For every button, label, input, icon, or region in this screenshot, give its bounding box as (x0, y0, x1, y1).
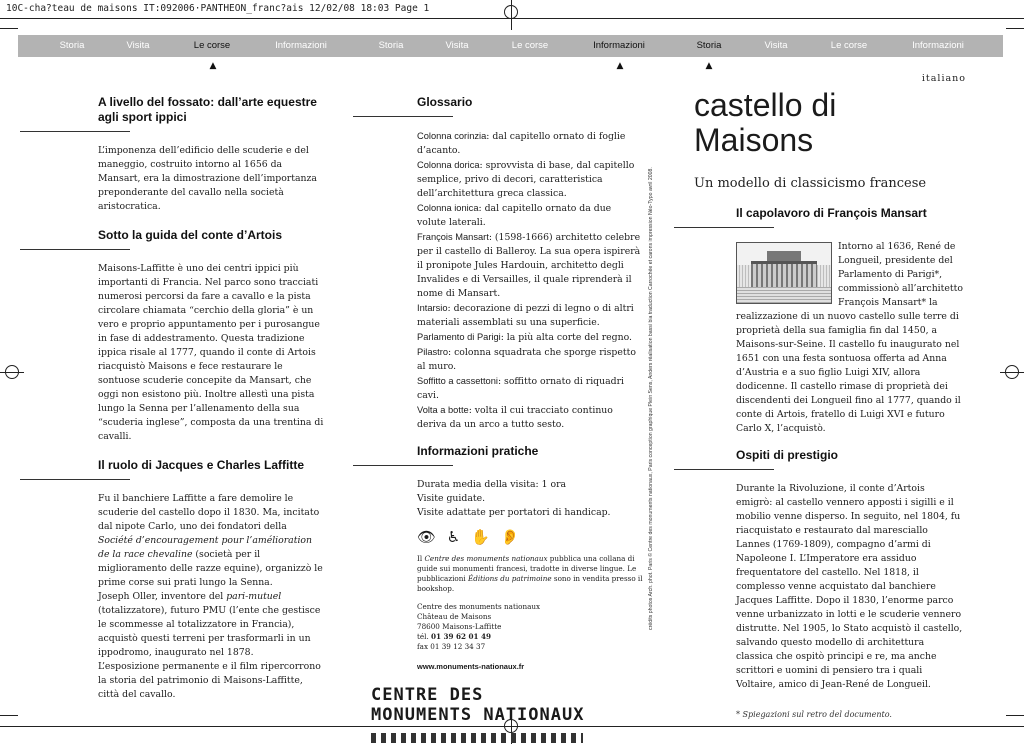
active-tab-marker: ▲ (705, 61, 713, 71)
section-heading: Il ruolo di Jacques e Charles Laffitte (98, 458, 305, 472)
address-line: Château de Maisons (417, 612, 492, 621)
phone-line: tél. 01 39 62 01 49 (417, 632, 492, 641)
page-title: castello di Maisons (694, 87, 837, 158)
castle-engraving-image (736, 242, 832, 304)
registration-mark (5, 365, 19, 379)
section-rule (20, 249, 130, 250)
section-rule (674, 469, 774, 470)
glossary-entry: Colonna ionica: dal capitello ornato da due volute laterali. (417, 203, 612, 228)
active-tab-marker: ▲ (616, 61, 624, 71)
info-line: Durata media della visita: 1 ora (417, 479, 567, 490)
website-link[interactable]: www.monuments-nationaux.fr (417, 662, 525, 671)
section-heading: Ospiti di prestigio (736, 448, 839, 462)
crop-mark (1006, 28, 1024, 29)
section-rule (353, 116, 453, 117)
info-heading: Informazioni pratiche (417, 444, 539, 458)
glossary-entry: Colonna dorica: sprovvista di base, dal capitello semplice, privo di decori, caratteristica dell’architettura greca classica. (417, 160, 635, 199)
section-rule (20, 131, 130, 132)
section-heading: Il capolavoro di François Mansart (736, 206, 927, 220)
glossary-entry: Pilastro: colonna squadrata che sporge rispetto al muro. (417, 347, 636, 372)
collection-note: Il Centre des monuments nationaux pubblica una collana di guide sui monumenti francesi, tradotte in diverse lingue. Le pubblicazioni Éditions du patrimoine sono in vendita presso il bookshop. (417, 554, 643, 593)
section-text: Fu il banchiere Laffitte a fare demolire le scuderie del castello dopo il 1830. Ma, incitato dal nipote Carlo, uno dei fondatori della Société d’encouragement pour l’amélioration de la race chevaline (società per il miglioramento delle razze equine), organizzò le prime corse sui prati lungo la Senna. (98, 493, 323, 588)
address-block (417, 602, 643, 652)
nav-item-le-corse[interactable]: Le corse (193, 40, 231, 51)
nav-bar (18, 35, 1003, 57)
nav-item-storia[interactable]: Storia (59, 40, 85, 51)
section-rule (353, 465, 453, 466)
monument-icons-strip (371, 733, 583, 743)
section-text: Intorno al 1636, René de Longueil, presidente del Parlamento di Parigi*, commissionò all’architetto François Mansart* la realizzazione di un nuovo castello sulle terre di proprietà della sua famiglia fin dal 1450, a Maisons-sur-Seine. Il castello fu inaugurato nel 1651 con una festa sontuosa offerta ad Anna d’Austria e a suo figlio Luigi XIV, allora dodicenne. Il castello rimase di proprietà dei discendenti dei Longueil fino al 1777, quando il conte di Artois, fratello di Luigi XVI e futuro Carlo X, l’acquistò. (736, 241, 963, 434)
nav-item-le-corse[interactable]: Le corse (830, 40, 868, 51)
left-column (98, 95, 324, 702)
active-tab-marker: ▲ (209, 61, 217, 71)
nav-item-storia[interactable]: Storia (378, 40, 404, 51)
registration-mark (504, 5, 518, 19)
registration-mark (1005, 365, 1019, 379)
address-line: Centre des monuments nationaux (417, 602, 541, 611)
glossary-entry: Soffitto a cassettoni: soffitto ornato di riquadri cavi. (417, 376, 625, 401)
crop-mark (1006, 715, 1024, 716)
glossary-list (417, 129, 643, 432)
glossary-heading: Glossario (417, 95, 473, 109)
print-slug: 10C-cha?teau de maisons IT:092006·PANTHEON_franc?ais 12/02/08 18:03 Page 1 (6, 3, 430, 14)
cmn-logo-line: CENTRE DES (371, 685, 484, 705)
nav-item-storia[interactable]: Storia (696, 40, 722, 51)
glossary-entry: Parlamento di Parigi: la più alta corte del regno. (417, 332, 632, 343)
glossary-entry: Volta a botte: volta il cui tracciato continuo deriva da un arco a tutto sesto. (417, 405, 613, 430)
address-line: 78600 Maisons-Laffitte (417, 622, 502, 631)
language-label: italiano (921, 73, 966, 84)
section-text: Joseph Oller, inventore del pari-mutuel (totalizzatore), futuro PMU (l’ente che gestisce le scommesse al totalizzatore in Francia), acquistò questi terreni per trasformarli in un ippodromo, inaugurato nel 1878. (98, 591, 321, 658)
section-heading: Sotto la guida del conte d’Artois (98, 228, 283, 242)
nav-item-visita[interactable]: Visita (764, 40, 788, 51)
section-rule (674, 227, 774, 228)
nav-item-le-corse[interactable]: Le corse (511, 40, 549, 51)
credits-vertical: crédits photos Arch. phot. Paris © Centre des monuments nationaux, Paris conception graphique Plein Sens, Anders réalisation bassi bia traduction Carrochée et carons impression Néo-Typo avril 2008. (648, 167, 654, 630)
glossary-entry: Intarsio: decorazione di pezzi di legno o di altri materiali assemblati su una superficie. (417, 303, 634, 328)
section-text: Maisons-Laffitte è uno dei centri ippici più importanti di Francia. Nel parco sono tracciati numerosi percorsi da fare a cavallo e la pista circolare chiamata “cerchio della gloria” è un vero e proprio appuntamento per i purosangue in fase di addestramento. Questa tradizione ippica risale al 1777, quando il conte di Artois riacquistò Maisons e fece restaurare le sontuose scuderie concepite da Mansart, che oggi non esistono più. Inoltre allestì una pista lungo la Senna per l’allenamento della sua “scuderia inglese”, composta da una trentina di cavalli. (98, 263, 324, 442)
nav-item-visita[interactable]: Visita (445, 40, 469, 51)
nav-item-informazioni[interactable]: Informazioni (912, 40, 964, 51)
cmn-logo (371, 685, 643, 725)
info-list (417, 478, 643, 520)
crop-mark (0, 28, 18, 29)
nav-item-informazioni[interactable]: Informazioni (593, 40, 645, 51)
footnote: * Spiegazioni sul retro del documento. (736, 710, 892, 719)
subtitle: Un modello di classicismo francese (694, 176, 927, 191)
right-column (694, 88, 964, 719)
nav-item-informazioni[interactable]: Informazioni (275, 40, 327, 51)
cmn-logo-line: MONUMENTS NATIONAUX (371, 705, 585, 725)
section-text: L’esposizione permanente e il film ripercorrono la storia del patrimonio di Maisons-Laffitte, città del cavallo. (98, 661, 321, 700)
section-text: Durante la Rivoluzione, il conte d’Artois emigrò: al castello vennero apposti i sigilli e il mobilio venne disperso. In seguito, nel 1804, fu riacquistato e restaurato dal maresciallo Lannes (1769-1809), compagno d’armi di Napoleone I. L’Imperatore era assiduo frequentatore del castello. Nel 1818, il complesso venne acquistato dal banchiere Jacques Laffitte. Dopo il 1830, l’enorme parco venne urbanizzato in lotti e le scuderie vennero distrutte. Nel 1905, lo Stato acquistò il castello, salvando questo modello di architettura classica che ospitò principi e re, ma anche scrittori e uomini di pensiero tra i quali Voltaire, amico di Jean-René de Longueil. (736, 483, 963, 690)
info-line: Visite adattate per portatori di handicap. (417, 507, 611, 518)
fax-line: fax 01 39 12 34 37 (417, 642, 486, 651)
section-rule (20, 479, 130, 480)
nav-item-visita[interactable]: Visita (126, 40, 150, 51)
glossary-entry: Colonna corinzia: dal capitello ornato di foglie d’acanto. (417, 131, 626, 156)
accessibility-icons: 👁 ♿ ✋ 👂 (417, 528, 523, 546)
section-text: L’imponenza dell’edificio delle scuderie e del maneggio, costruito intorno al 1656 da Mansart, era la dimostrazione dell’importanza preponderante del cavallo nella società aristocratica. (98, 145, 317, 212)
middle-column (371, 95, 643, 743)
crop-mark (0, 715, 18, 716)
info-line: Visite guidate. (417, 493, 486, 504)
glossary-entry: François Mansart: (1598-1666) architetto celebre per il castello di Balleroy. La sua opera ispirerà il pronipote Jules Hardouin, architetto degli Invalides e di Versailles, il quale riprenderà il nome di Mansart. (417, 232, 641, 299)
section-heading: A livello del fossato: dall’arte equestre agli sport ippici (98, 95, 317, 124)
